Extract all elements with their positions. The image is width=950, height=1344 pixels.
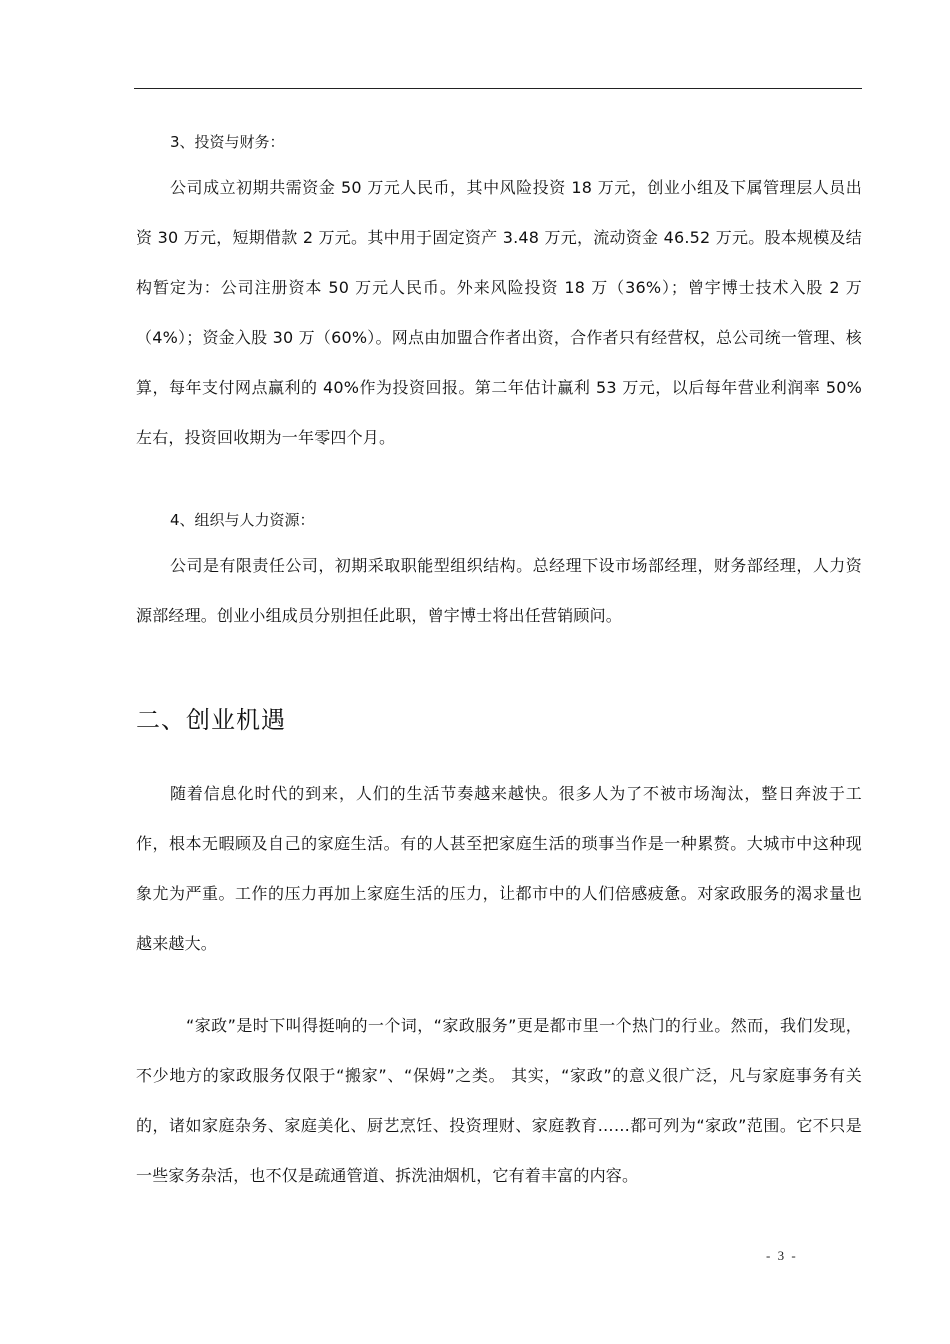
finance-paragraph: 公司成立初期共需资金 50 万元人民币，其中风险投资 18 万元，创业小组及下属管理层人员出资 30 万元，短期借款 2 万元。其中用于固定资产 3.48 万元，流动资金 46.52 万元。股本规模及结构暂定为：公司注册资本 50 万元人民币。外来风险投资 18 万（36%）；曾宇博士技术入股 2 万（4%）；资金入股 30 万（60%）。网点由加盟合作者出资，合作者只有经营权，总公司统一管理、核算，每年支付网点赢利的 40%作为投资回报。第二年估计赢利 53 万元，以后每年营业利润率 50%左右，投资回收期为一年零四个月。: [136, 178, 862, 447]
opportunity-paragraph-2: “家政”是时下叫得挺响的一个词，“家政服务”更是都市里一个热门的行业。然而，我们发现，不少地方的家政服务仅限于“搬家”、“保姆”之类。 其实，“家政”的意义很广泛，凡与家庭事务有关的，诸如家庭杂务、家庭美化、厨艺烹饪、投资理财、家庭教育……都可列为“家政”范围。它不只是一些家务杂活，也不仅是疏通管道、拆洗油烟机，它有着丰富的内容。: [136, 1016, 862, 1185]
organization-paragraph: 公司是有限责任公司，初期采取职能型组织结构。总经理下设市场部经理，财务部经理，人力资源部经理。创业小组成员分别担任此职，曾宇博士将出任营销顾问。: [136, 556, 862, 625]
finance-heading: 3、投资与财务：: [170, 133, 285, 151]
page-number: - 3 -: [766, 1248, 798, 1263]
organization-heading: 4、组织与人力资源：: [170, 511, 315, 529]
section-title-opportunity: 二、创业机遇: [136, 706, 286, 734]
header-rule: [134, 88, 862, 89]
opportunity-paragraph-1: 随着信息化时代的到来，人们的生活节奏越来越快。很多人为了不被市场淘汰，整日奔波于工作，根本无暇顾及自己的家庭生活。有的人甚至把家庭生活的琐事当作是一种累赘。大城市中这种现象尤为严重。工作的压力再加上家庭生活的压力，让都市中的人们倍感疲惫。对家政服务的渴求量也越来越大。: [136, 784, 862, 953]
